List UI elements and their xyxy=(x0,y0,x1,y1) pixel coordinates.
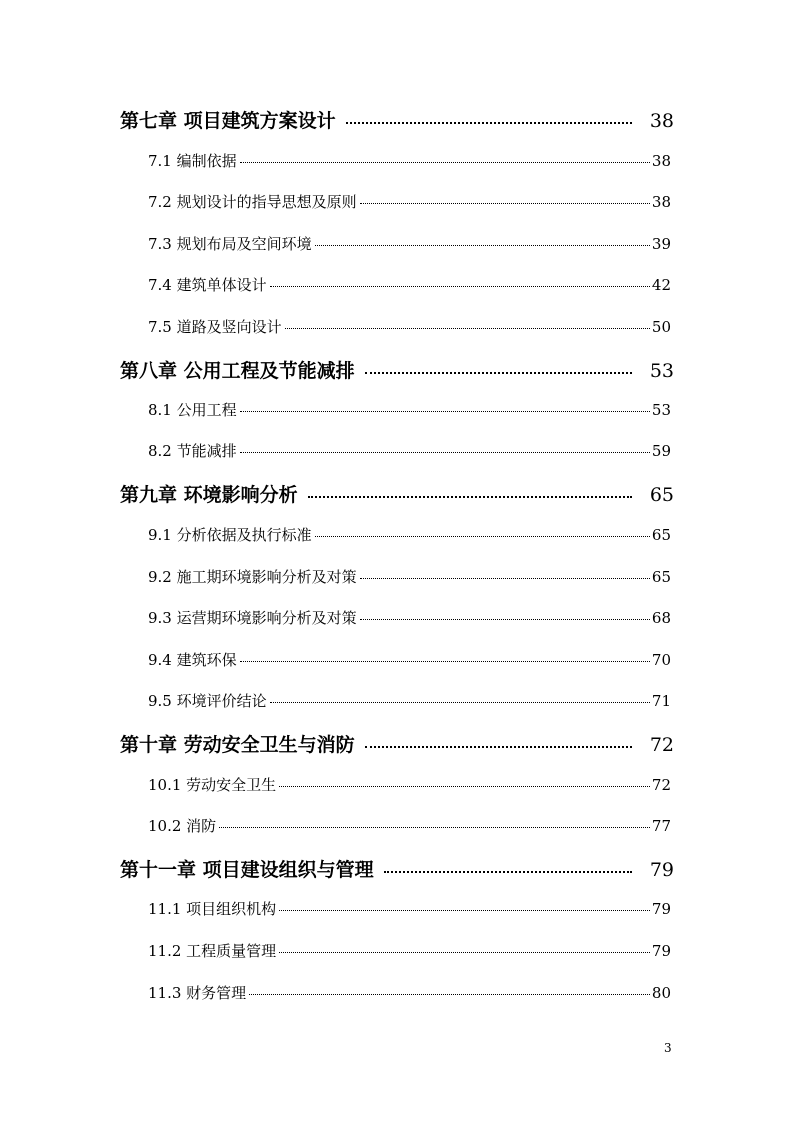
dot-leader xyxy=(315,245,650,246)
toc-section-7-3[interactable] xyxy=(148,233,671,254)
toc-section-11-3[interactable] xyxy=(148,982,671,1003)
toc-entry-title: 第十章 劳动安全卫生与消防 xyxy=(120,734,355,756)
toc-chapter-9[interactable] xyxy=(120,480,674,507)
toc-entry-page: 72 xyxy=(649,734,674,756)
page-number: 3 xyxy=(664,1041,672,1055)
toc-entry-title: 第七章 项目建筑方案设计 xyxy=(120,110,336,132)
toc-section-11-2[interactable] xyxy=(148,940,671,961)
dot-leader xyxy=(285,328,650,329)
dot-leader xyxy=(270,702,650,703)
toc-section-9-1[interactable] xyxy=(148,524,671,545)
dot-leader xyxy=(360,619,650,620)
dot-leader xyxy=(384,871,632,873)
dot-leader xyxy=(240,411,650,412)
toc-entry-title: 11.2 工程质量管理 xyxy=(148,942,277,960)
toc-entry-page: 71 xyxy=(651,692,671,710)
toc-entry-page: 39 xyxy=(651,235,671,253)
dot-leader xyxy=(240,661,650,662)
dot-leader xyxy=(270,286,650,287)
toc-entry-page: 79 xyxy=(649,859,674,881)
dot-leader xyxy=(365,372,632,374)
toc-entry-page: 38 xyxy=(649,110,674,132)
toc-entry-title: 第八章 公用工程及节能减排 xyxy=(120,360,355,382)
toc-section-8-1[interactable] xyxy=(148,399,671,420)
toc-entry-title: 第十一章 项目建设组织与管理 xyxy=(120,859,374,881)
dot-leader xyxy=(249,994,650,995)
toc-entry-page: 53 xyxy=(651,401,671,419)
dot-leader xyxy=(279,786,650,787)
dot-leader xyxy=(279,910,650,911)
dot-leader xyxy=(240,162,650,163)
toc-section-9-5[interactable] xyxy=(148,690,671,711)
toc-entry-page: 79 xyxy=(651,900,671,918)
toc-entry-page: 42 xyxy=(651,276,671,294)
dot-leader xyxy=(315,536,650,537)
toc-entry-title: 9.2 施工期环境影响分析及对策 xyxy=(148,568,357,586)
toc-entry-title: 9.1 分析依据及执行标准 xyxy=(148,526,312,544)
toc-entry-page: 50 xyxy=(651,318,671,336)
dot-leader xyxy=(240,452,650,453)
toc-section-10-2[interactable] xyxy=(148,815,671,836)
toc-entry-title: 10.2 消防 xyxy=(148,817,217,835)
toc-entry-page: 65 xyxy=(651,526,671,544)
toc-entry-page: 65 xyxy=(651,568,671,586)
toc-entry-page: 77 xyxy=(651,817,671,835)
toc-chapter-8[interactable] xyxy=(120,356,674,383)
toc-entry-title: 11.3 财务管理 xyxy=(148,984,247,1002)
dot-leader xyxy=(279,952,650,953)
toc-section-9-2[interactable] xyxy=(148,566,671,587)
toc-entry-title: 7.4 建筑单体设计 xyxy=(148,276,267,294)
toc-entry-title: 7.5 道路及竖向设计 xyxy=(148,318,282,336)
toc-entry-page: 80 xyxy=(651,984,671,1002)
toc-entry-page: 38 xyxy=(651,193,671,211)
dot-leader xyxy=(308,496,632,498)
toc-section-7-2[interactable] xyxy=(148,191,671,212)
toc-entry-page: 65 xyxy=(649,484,674,506)
toc-section-8-2[interactable] xyxy=(148,440,671,461)
toc-chapter-10[interactable] xyxy=(120,730,674,757)
toc-section-11-1[interactable] xyxy=(148,898,671,919)
toc-entry-title: 8.2 节能减排 xyxy=(148,442,237,460)
toc-entry-title: 9.4 建筑环保 xyxy=(148,651,237,669)
toc-entry-title: 10.1 劳动安全卫生 xyxy=(148,776,277,794)
toc-entry-title: 7.3 规划布局及空间环境 xyxy=(148,235,312,253)
dot-leader xyxy=(346,122,632,124)
toc-entry-page: 59 xyxy=(651,442,671,460)
toc-entry-title: 8.1 公用工程 xyxy=(148,401,237,419)
toc-section-7-4[interactable] xyxy=(148,274,671,295)
dot-leader xyxy=(365,746,632,748)
toc-entry-title: 9.3 运营期环境影响分析及对策 xyxy=(148,609,357,627)
dot-leader xyxy=(360,203,650,204)
toc-chapter-11[interactable] xyxy=(120,855,674,882)
toc-section-7-1[interactable] xyxy=(148,150,671,171)
dot-leader xyxy=(219,827,650,828)
toc-entry-title: 第九章 环境影响分析 xyxy=(120,484,298,506)
toc-chapter-7[interactable] xyxy=(120,106,674,133)
toc-entry-page: 53 xyxy=(649,360,674,382)
toc-entry-page: 70 xyxy=(651,651,671,669)
dot-leader xyxy=(360,578,650,579)
toc-section-9-3[interactable] xyxy=(148,607,671,628)
toc-entry-title: 11.1 项目组织机构 xyxy=(148,900,277,918)
toc-entry-page: 79 xyxy=(651,942,671,960)
toc-entry-page: 68 xyxy=(651,609,671,627)
toc-entry-page: 38 xyxy=(651,152,671,170)
toc-section-7-5[interactable] xyxy=(148,316,671,337)
toc-entry-page: 72 xyxy=(651,776,671,794)
toc-entry-title: 9.5 环境评价结论 xyxy=(148,692,267,710)
toc-entry-title: 7.2 规划设计的指导思想及原则 xyxy=(148,193,357,211)
toc-section-9-4[interactable] xyxy=(148,649,671,670)
toc-entry-title: 7.1 编制依据 xyxy=(148,152,237,170)
toc-section-10-1[interactable] xyxy=(148,774,671,795)
